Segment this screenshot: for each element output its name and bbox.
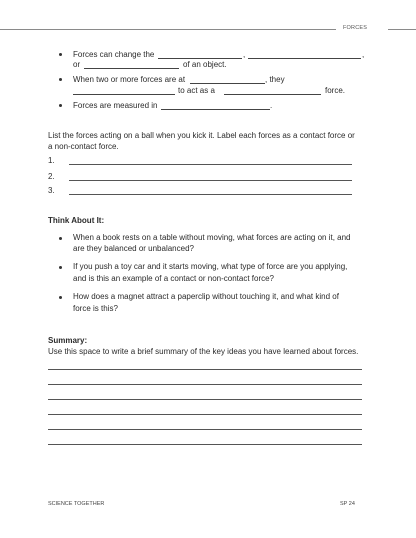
bullet-icon bbox=[59, 237, 62, 240]
question-text: and is this an example of a contact or non-contact force? bbox=[73, 274, 275, 283]
answer-line[interactable] bbox=[69, 180, 352, 181]
answer-blank[interactable] bbox=[84, 68, 179, 69]
list-number: 1. bbox=[48, 156, 55, 165]
fill-in-text: or bbox=[73, 60, 81, 69]
summary-line[interactable] bbox=[48, 414, 362, 415]
answer-blank[interactable] bbox=[158, 58, 242, 59]
question-text: force is this? bbox=[73, 304, 118, 313]
question-text: When a book rests on a table without moving, what forces are acting on it, and bbox=[73, 233, 351, 242]
bullet-icon bbox=[59, 296, 62, 299]
list-prompt: a non-contact force. bbox=[48, 142, 119, 151]
question-text: How does a magnet attract a paperclip without touching it, and what kind of bbox=[73, 292, 339, 301]
answer-blank[interactable] bbox=[190, 83, 265, 84]
question-text: are they balanced or unbalanced? bbox=[73, 244, 194, 253]
list-prompt: List the forces acting on a ball when you kick it. Label each forces as a contact force or bbox=[48, 131, 355, 140]
fill-in-text: of an object. bbox=[183, 60, 227, 69]
bullet-icon bbox=[59, 53, 62, 56]
think-heading: Think About It: bbox=[48, 216, 105, 225]
bullet-icon bbox=[59, 266, 62, 269]
question-text: If you push a toy car and it starts moving, what type of force are you applying, bbox=[73, 262, 348, 271]
footer-left: SCIENCE TOGETHER bbox=[48, 501, 105, 507]
fill-in-text: Forces can change the bbox=[73, 50, 155, 59]
bullet-icon bbox=[59, 78, 62, 81]
summary-line[interactable] bbox=[48, 399, 362, 400]
summary-instruction: Use this space to write a brief summary of the key ideas you have learned about forces. bbox=[48, 347, 359, 356]
fill-in-text: , they bbox=[265, 75, 285, 84]
header-rule-right bbox=[388, 29, 416, 30]
header-rule-left bbox=[0, 29, 336, 30]
header-title: FORCES bbox=[343, 25, 368, 31]
fill-in-text: , bbox=[243, 50, 246, 59]
answer-line[interactable] bbox=[69, 164, 352, 165]
fill-in-text: force. bbox=[325, 86, 346, 95]
bullet-icon bbox=[59, 104, 62, 107]
list-number: 3. bbox=[48, 186, 55, 195]
fill-in-text: When two or more forces are at bbox=[73, 75, 186, 84]
summary-heading: Summary: bbox=[48, 336, 88, 345]
answer-blank[interactable] bbox=[248, 58, 361, 59]
fill-in-text: Forces are measured in bbox=[73, 101, 158, 110]
list-number: 2. bbox=[48, 172, 55, 181]
answer-line[interactable] bbox=[69, 194, 352, 195]
answer-blank[interactable] bbox=[73, 94, 175, 95]
footer-page-number: SP 24 bbox=[340, 501, 355, 507]
fill-in-text: to act as a bbox=[178, 86, 215, 95]
summary-line[interactable] bbox=[48, 384, 362, 385]
fill-in-text: . bbox=[270, 101, 273, 110]
answer-blank[interactable] bbox=[224, 94, 321, 95]
summary-line[interactable] bbox=[48, 429, 362, 430]
answer-blank[interactable] bbox=[161, 109, 270, 110]
fill-in-text: , bbox=[362, 50, 365, 59]
summary-line[interactable] bbox=[48, 369, 362, 370]
summary-line[interactable] bbox=[48, 444, 362, 445]
